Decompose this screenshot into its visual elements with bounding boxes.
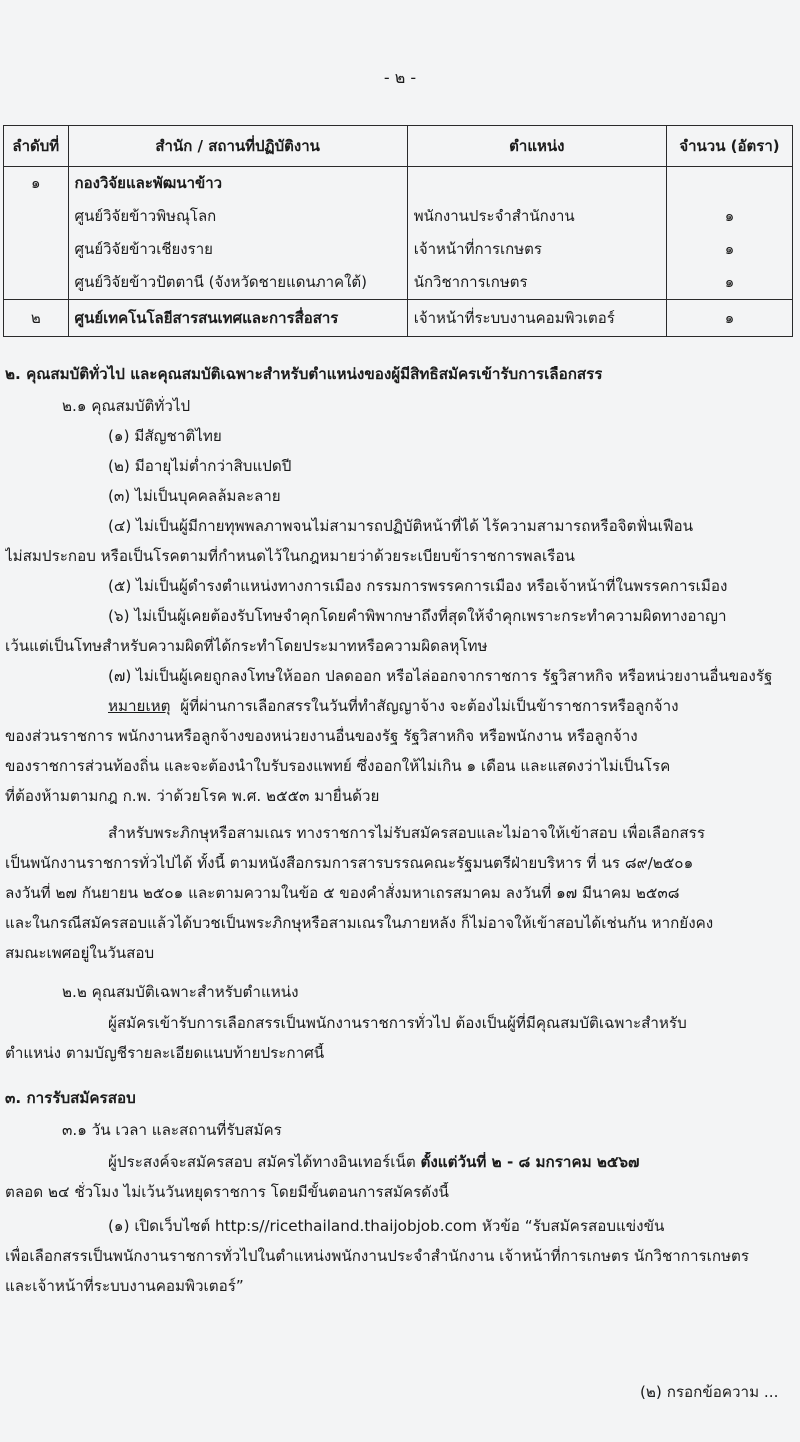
qualification-item: (๖) ไม่เป็นผู้เคยต้องรับโทษจำคุกโดยคำพิพากษาถึงที่สุดให้จำคุกเพราะกระทำความผิดทางอาญา bbox=[108, 607, 727, 625]
note-line: ที่ต้องห้ามตามกฎ ก.พ. ว่าด้วยโรค พ.ศ. ๒๕๕๓ มายื่นด้วย bbox=[5, 787, 380, 805]
note-line: ของส่วนราชการ พนักงานหรือลูกจ้างของหน่วยงานอื่นของรัฐ รัฐวิสาหกิจ หรือพนักงาน หรือลูกจ้าง bbox=[5, 727, 638, 745]
monk-paragraph-line: ลงวันที่ ๒๗ กันยายน ๒๕๐๑ และตามความในข้อ ๕ ของคำสั่งมหาเถรสมาคม ลงวันที่ ๑๗ มีนาคม ๒๕๓๘ bbox=[5, 884, 680, 902]
qualification-item-continued: เว้นแต่เป็นโทษสำหรับความผิดที่ได้กระทำโดยประมาทหรือความผิดลหุโทษ bbox=[5, 637, 488, 655]
position-cell bbox=[407, 167, 666, 300]
specific-qualification-line: ตำแหน่ง ตามบัญชีรายละเอียดแนบท้ายประกาศนี้ bbox=[5, 1044, 325, 1062]
qualification-item: (๒) มีอายุไม่ต่ำกว่าสิบแปดปี bbox=[108, 457, 292, 475]
unit-cell bbox=[68, 167, 407, 300]
unit-name: ศูนย์วิจัยข้าวปัตตานี (จังหวัดชายแดนภาคใต้) bbox=[74, 273, 367, 291]
qualification-item: (๕) ไม่เป็นผู้ดำรงตำแหน่งทางการเมือง กรรมการพรรคการเมือง หรือเจ้าหน้าที่ในพรรคการเมือง bbox=[108, 577, 728, 595]
unit-name: กองวิจัยและพัฒนาข้าว bbox=[74, 174, 223, 192]
continued-next-page: (๒) กรอกข้อความ ... bbox=[640, 1383, 779, 1401]
position-name: นักวิชาการเกษตร bbox=[413, 273, 528, 291]
count-cell bbox=[666, 300, 792, 337]
page-number: - ๒ - bbox=[383, 68, 417, 87]
section-2-heading: ๒. คุณสมบัติทั่วไป และคุณสมบัติเฉพาะสำหรับตำแหน่งของผู้มีสิทธิสมัครเข้ารับการเลือกสรร bbox=[5, 365, 603, 383]
note-text: ผู้ที่ผ่านการเลือกสรรในวันที่ทำสัญญาจ้าง จะต้องไม่เป็นข้าราชการหรือลูกจ้าง bbox=[180, 697, 679, 715]
table-row bbox=[4, 167, 793, 300]
qualification-item: (๔) ไม่เป็นผู้มีกายทุพพลภาพจนไม่สามารถปฏิบัติหน้าที่ได้ ไร้ความสามารถหรือจิตฟั่นเฟือน bbox=[108, 517, 694, 535]
note-label: หมายเหตุ bbox=[108, 697, 171, 715]
monk-paragraph-line: เป็นพนักงานราชการทั่วไปได้ ทั้งนี้ ตามหนังสือกรมการสารบรรณคณะรัฐมนตรีฝ่ายบริหาร ที่ นร ๘๙/๒๕๐๑ bbox=[5, 854, 694, 872]
count-value: ๑ bbox=[724, 207, 735, 225]
unit-name: ศูนย์วิจัยข้าวเชียงราย bbox=[74, 240, 213, 258]
section-2-2-title: ๒.๒ คุณสมบัติเฉพาะสำหรับตำแหน่ง bbox=[62, 983, 299, 1001]
step-line: เพื่อเลือกสรรเป็นพนักงานราชการทั่วไปในตำแหน่งพนักงานประจำสำนักงาน เจ้าหน้าที่การเกษตร นักวิชาการเกษตร bbox=[5, 1247, 750, 1265]
count-value: ๑ bbox=[724, 240, 735, 258]
position-name bbox=[414, 167, 660, 200]
qualification-item: (๑) มีสัญชาติไทย bbox=[108, 427, 222, 445]
position-name: เจ้าหน้าที่ระบบงานคอมพิวเตอร์ bbox=[413, 309, 615, 327]
qualification-item: (๓) ไม่เป็นบุคคลล้มละลาย bbox=[108, 487, 281, 505]
count-value: ๑ bbox=[724, 309, 735, 327]
header-position: ตำแหน่ง bbox=[407, 126, 666, 167]
monk-paragraph-line: และในกรณีสมัครสอบแล้วได้บวชเป็นพระภิกษุหรือสามเณรในภายหลัง ก็ไม่อาจให้เข้าสอบได้เช่นกัน หากยังคง bbox=[5, 914, 714, 932]
monk-paragraph-line: สำหรับพระภิกษุหรือสามเณร ทางราชการไม่รับสมัครสอบและไม่อาจให้เข้าสอบ เพื่อเลือกสรร bbox=[108, 824, 705, 842]
count-cell bbox=[666, 167, 792, 300]
row-number: ๒ bbox=[30, 309, 41, 327]
positions-table bbox=[3, 125, 793, 337]
section-3-1-title: ๓.๑ วัน เวลา และสถานที่รับสมัคร bbox=[62, 1121, 282, 1139]
count-value bbox=[673, 167, 786, 200]
unit-cell bbox=[68, 300, 407, 337]
table-header-row bbox=[4, 126, 793, 167]
unit-name: ศูนย์เทคโนโลยีสารสนเทศและการสื่อสาร bbox=[74, 309, 339, 327]
section-3-heading: ๓. การรับสมัครสอบ bbox=[5, 1089, 136, 1107]
position-cell bbox=[407, 300, 666, 337]
header-order: ลำดับที่ bbox=[4, 126, 69, 167]
row-number-cell bbox=[4, 167, 69, 300]
monk-paragraph-line: สมณะเพศอยู่ในวันสอบ bbox=[5, 944, 155, 962]
qualification-item-continued: ไม่สมประกอบ หรือเป็นโรคตามที่กำหนดไว้ในกฎหมายว่าด้วยระเบียบข้าราชการพลเรือน bbox=[5, 547, 575, 565]
unit-name: ศูนย์วิจัยข้าวพิษณุโลก bbox=[74, 207, 217, 225]
specific-qualification-line: ผู้สมัครเข้ารับการเลือกสรรเป็นพนักงานราชการทั่วไป ต้องเป็นผู้ที่มีคุณสมบัติเฉพาะสำหรับ bbox=[108, 1014, 687, 1032]
apply-prefix: ผู้ประสงค์จะสมัครสอบ สมัครได้ทางอินเทอร์เน็ต bbox=[108, 1153, 421, 1171]
apply-line bbox=[108, 1152, 639, 1174]
apply-dates: ตั้งแต่วันที่ ๒ - ๘ มกราคม ๒๕๖๗ bbox=[420, 1153, 640, 1171]
step-line: (๑) เปิดเว็บไซต์ http:s//ricethailand.thaijobjob.com หัวข้อ “รับสมัครสอบแข่งขัน bbox=[108, 1217, 665, 1235]
step-line: และเจ้าหน้าที่ระบบงานคอมพิวเตอร์” bbox=[5, 1277, 244, 1295]
row-number-cell bbox=[4, 300, 69, 337]
position-name: พนักงานประจำสำนักงาน bbox=[413, 207, 575, 225]
position-name: เจ้าหน้าที่การเกษตร bbox=[413, 240, 542, 258]
note-line: ของราชการส่วนท้องถิ่น และจะต้องนำใบรับรองแพทย์ ซึ่งออกให้ไม่เกิน ๑ เดือน และแสดงว่าไม่เป็นโรค bbox=[5, 757, 671, 775]
row-number: ๑ bbox=[31, 174, 41, 192]
header-count: จำนวน (อัตรา) bbox=[666, 126, 792, 167]
qualification-item: (๗) ไม่เป็นผู้เคยถูกลงโทษให้ออก ปลดออก หรือไล่ออกจากราชการ รัฐวิสาหกิจ หรือหน่วยงานอื่นของรัฐ bbox=[108, 667, 773, 685]
section-2-1-title: ๒.๑ คุณสมบัติทั่วไป bbox=[62, 397, 191, 415]
count-value: ๑ bbox=[724, 273, 735, 291]
table-row bbox=[4, 300, 793, 337]
note-line bbox=[108, 696, 679, 718]
header-unit: สำนัก / สถานที่ปฏิบัติงาน bbox=[68, 126, 407, 167]
apply-line-2: ตลอด ๒๔ ชั่วโมง ไม่เว้นวันหยุดราชการ โดยมีขั้นตอนการสมัครดังนี้ bbox=[5, 1183, 449, 1201]
